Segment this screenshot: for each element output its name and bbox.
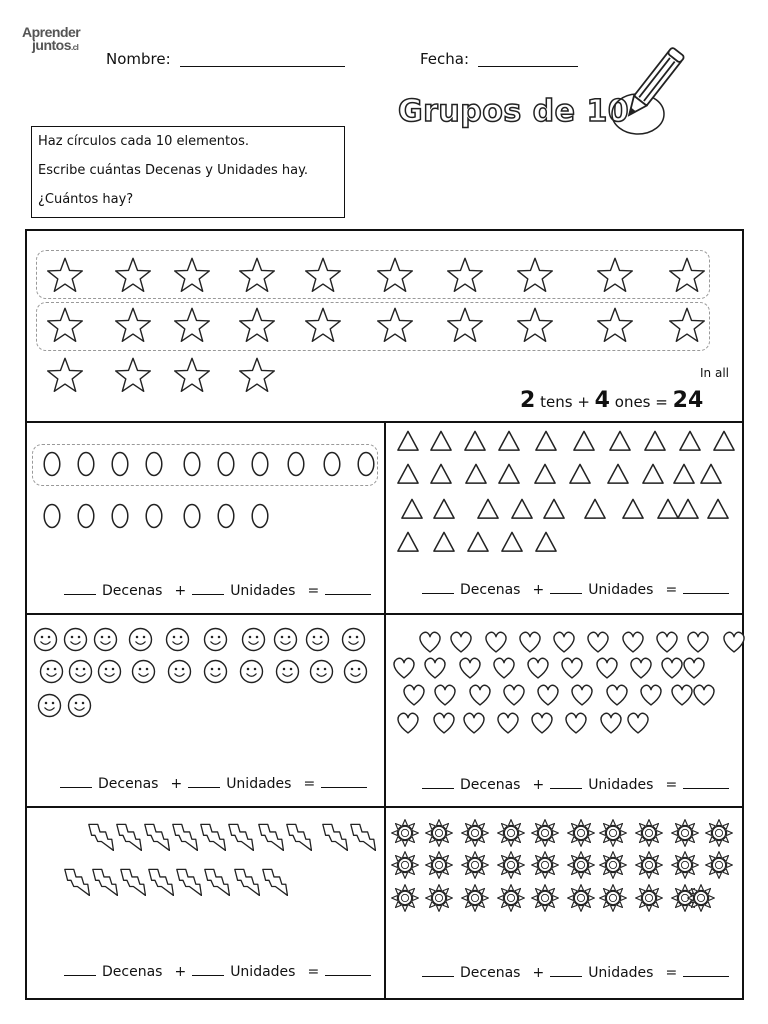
sun-icon [531, 819, 559, 847]
sun-icon [391, 884, 419, 912]
unidades-blank[interactable] [550, 778, 582, 789]
star-icon [596, 256, 634, 294]
total-value: 24 [672, 388, 704, 413]
sun-icon [671, 851, 699, 879]
star-icon [114, 356, 152, 394]
heart-icon [432, 682, 458, 708]
heart-icon [691, 682, 717, 708]
name-label: Nombre: [106, 50, 171, 68]
sun-icon [635, 851, 663, 879]
decenas-label: Decenas [460, 777, 521, 793]
heart-icon [569, 682, 595, 708]
total-blank[interactable] [325, 584, 371, 595]
lightning-icon [320, 823, 348, 851]
heart-icon [483, 629, 509, 655]
sun-icon [531, 884, 559, 912]
lightning-icon [198, 823, 226, 851]
sun-icon [391, 851, 419, 879]
date-field[interactable] [478, 66, 578, 67]
oval-icon [283, 451, 309, 477]
heart-icon [401, 682, 427, 708]
decenas-blank[interactable] [422, 778, 454, 789]
decenas-label: Decenas [460, 582, 521, 598]
decenas-label: Decenas [102, 964, 163, 980]
tens-label: tens [540, 393, 573, 411]
heart-icon [598, 710, 624, 736]
heart-icon [551, 629, 577, 655]
plus-sign: + [174, 583, 187, 599]
unidades-label: Unidades [230, 964, 296, 980]
lightning-icon [260, 868, 288, 896]
oval-icon [73, 451, 99, 477]
sun-icon [567, 851, 595, 879]
instruction-3: ¿Cuántos hay? [38, 192, 134, 207]
smiley-icon [68, 659, 93, 684]
lightning-icon [174, 868, 202, 896]
oval-icon [247, 451, 273, 477]
decenas-label: Decenas [460, 965, 521, 981]
sun-icon [635, 884, 663, 912]
smiley-icon [167, 659, 192, 684]
title-text: Grupos de [398, 94, 576, 129]
lightning-icon [170, 823, 198, 851]
oval-icon [141, 451, 167, 477]
heart-icon [620, 629, 646, 655]
lightning-icon [62, 868, 90, 896]
unidades-label: Unidades [226, 776, 292, 792]
sun-icon [599, 884, 627, 912]
triangle-icon [676, 497, 700, 521]
smiley-icon [67, 693, 92, 718]
plus-sign: + [174, 964, 187, 980]
star-icon [114, 256, 152, 294]
oval-icon [39, 451, 65, 477]
oval-icon [247, 503, 273, 529]
star-icon [114, 306, 152, 344]
plus-sign: + [577, 393, 590, 411]
equals-sign: = [307, 964, 320, 980]
heart-icon [417, 629, 443, 655]
heart-icon [654, 629, 680, 655]
unidades-label: Unidades [588, 777, 654, 793]
triangle-icon [429, 429, 453, 453]
instructions-box [31, 126, 345, 218]
logo [22, 26, 112, 60]
answer-row [422, 965, 729, 981]
equals-sign: = [665, 582, 678, 598]
heart-icon [535, 682, 561, 708]
sun-icon [599, 851, 627, 879]
heart-icon [625, 710, 651, 736]
triangle-icon [396, 530, 420, 554]
star-icon [238, 306, 276, 344]
unidades-blank[interactable] [192, 965, 224, 976]
answer-row [422, 777, 729, 793]
decenas-blank[interactable] [60, 777, 92, 788]
total-blank[interactable] [325, 965, 371, 976]
heart-icon [495, 710, 521, 736]
heart-icon [501, 682, 527, 708]
logo-suffix: .cl [71, 43, 79, 52]
sun-icon [635, 819, 663, 847]
pencil-icon [604, 46, 688, 146]
lightning-icon [256, 823, 284, 851]
star-icon [238, 356, 276, 394]
sun-icon [461, 884, 489, 912]
oval-icon [179, 503, 205, 529]
smiley-icon [239, 659, 264, 684]
unidades-label: Unidades [588, 582, 654, 598]
triangle-icon [432, 497, 456, 521]
heart-icon [638, 682, 664, 708]
sun-icon [425, 884, 453, 912]
answer-row [422, 582, 729, 598]
triangle-icon [534, 429, 558, 453]
triangle-icon [678, 429, 702, 453]
unidades-blank[interactable] [192, 584, 224, 595]
star-icon [173, 306, 211, 344]
lightning-icon [142, 823, 170, 851]
oval-icon [107, 503, 133, 529]
triangle-icon [643, 429, 667, 453]
decenas-blank[interactable] [422, 966, 454, 977]
triangle-icon [476, 497, 500, 521]
star-icon [304, 256, 342, 294]
heart-icon [391, 655, 417, 681]
oval-icon [73, 503, 99, 529]
triangle-icon [500, 530, 524, 554]
decenas-label: Decenas [98, 776, 159, 792]
sun-icon [461, 819, 489, 847]
name-field[interactable] [180, 66, 345, 67]
sun-icon [671, 819, 699, 847]
heart-icon [594, 655, 620, 681]
heart-icon [395, 710, 421, 736]
tens-value: 2 [520, 388, 536, 413]
smiley-icon [203, 659, 228, 684]
equals-sign: = [655, 393, 668, 411]
smiley-icon [203, 627, 228, 652]
triangle-icon [396, 429, 420, 453]
unidades-blank[interactable] [550, 583, 582, 594]
oval-icon [179, 451, 205, 477]
smiley-icon [131, 659, 156, 684]
oval-icon [353, 451, 379, 477]
sun-icon [425, 819, 453, 847]
sun-icon [705, 819, 733, 847]
lightning-icon [348, 823, 376, 851]
decenas-label: Decenas [102, 583, 163, 599]
triangle-icon [497, 462, 521, 486]
lightning-icon [284, 823, 312, 851]
equals-sign: = [665, 777, 678, 793]
smiley-icon [309, 659, 334, 684]
plus-sign: + [532, 965, 545, 981]
answer-row [64, 964, 371, 980]
sun-icon [497, 884, 525, 912]
triangle-icon [568, 462, 592, 486]
answer-row [64, 583, 371, 599]
oval-icon [141, 503, 167, 529]
total-blank[interactable] [683, 583, 729, 594]
triangle-icon [542, 497, 566, 521]
star-icon [46, 356, 84, 394]
star-icon [668, 306, 706, 344]
star-icon [173, 256, 211, 294]
star-icon [516, 306, 554, 344]
heart-icon [431, 710, 457, 736]
star-icon [304, 306, 342, 344]
in-all-label: In all [700, 366, 729, 380]
example-answer [520, 388, 703, 413]
equals-sign: = [307, 583, 320, 599]
heart-icon [585, 629, 611, 655]
smiley-icon [341, 627, 366, 652]
title-number: 10 [586, 94, 630, 129]
instruction-1: Haz círculos cada 10 elementos. [38, 134, 249, 149]
sun-icon [567, 884, 595, 912]
smiley-icon [37, 693, 62, 718]
equals-sign: = [303, 776, 316, 792]
heart-icon [559, 655, 585, 681]
total-blank[interactable] [683, 966, 729, 977]
lightning-icon [232, 868, 260, 896]
unidades-label: Unidades [230, 583, 296, 599]
ones-value: 4 [594, 388, 610, 413]
instruction-2: Escribe cuántas Decenas y Unidades hay. [38, 163, 309, 178]
lightning-icon [202, 868, 230, 896]
sun-icon [531, 851, 559, 879]
triangle-icon [534, 530, 558, 554]
sun-icon [497, 819, 525, 847]
smiley-icon [33, 627, 58, 652]
oval-icon [39, 503, 65, 529]
oval-icon [319, 451, 345, 477]
oval-icon [213, 451, 239, 477]
decenas-blank[interactable] [422, 583, 454, 594]
heart-icon [685, 629, 711, 655]
page-title [398, 94, 629, 129]
ones-label: ones [614, 393, 651, 411]
unidades-label: Unidades [588, 965, 654, 981]
plus-sign: + [532, 777, 545, 793]
triangle-icon [583, 497, 607, 521]
heart-icon [467, 682, 493, 708]
triangle-icon [641, 462, 665, 486]
triangle-icon [400, 497, 424, 521]
sun-icon [687, 884, 715, 912]
star-icon [668, 256, 706, 294]
sun-icon [425, 851, 453, 879]
lightning-icon [146, 868, 174, 896]
lightning-icon [90, 868, 118, 896]
triangle-icon [396, 462, 420, 486]
sun-icon [461, 851, 489, 879]
date-label: Fecha: [420, 50, 470, 68]
unidades-blank[interactable] [550, 966, 582, 977]
star-icon [46, 256, 84, 294]
triangle-icon [497, 429, 521, 453]
star-icon [238, 256, 276, 294]
smiley-icon [63, 627, 88, 652]
answer-row [60, 776, 367, 792]
heart-icon [517, 629, 543, 655]
star-icon [173, 356, 211, 394]
heart-icon [422, 655, 448, 681]
triangle-icon [572, 429, 596, 453]
smiley-icon [39, 659, 64, 684]
logo-line2: juntos [32, 37, 71, 53]
decenas-blank[interactable] [64, 965, 96, 976]
smiley-icon [275, 659, 300, 684]
triangle-icon [432, 530, 456, 554]
smiley-icon [305, 627, 330, 652]
plus-sign: + [532, 582, 545, 598]
sun-icon [599, 819, 627, 847]
lightning-icon [86, 823, 114, 851]
star-icon [446, 256, 484, 294]
triangle-icon [608, 429, 632, 453]
smiley-icon [165, 627, 190, 652]
lightning-icon [114, 823, 142, 851]
logo-line1: Aprender [22, 24, 81, 40]
smiley-icon [343, 659, 368, 684]
decenas-blank[interactable] [64, 584, 96, 595]
plus-sign: + [170, 776, 183, 792]
heart-icon [491, 655, 517, 681]
star-icon [446, 306, 484, 344]
sun-icon [567, 819, 595, 847]
star-icon [46, 306, 84, 344]
triangle-icon [510, 497, 534, 521]
star-icon [516, 256, 554, 294]
triangle-icon [533, 462, 557, 486]
triangle-icon [672, 462, 696, 486]
star-icon [376, 306, 414, 344]
triangle-icon [621, 497, 645, 521]
triangle-icon [464, 462, 488, 486]
heart-icon [563, 710, 589, 736]
heart-icon [721, 629, 747, 655]
heart-icon [457, 655, 483, 681]
smiley-icon [93, 627, 118, 652]
triangle-icon [712, 429, 736, 453]
sun-icon [497, 851, 525, 879]
heart-icon [525, 655, 551, 681]
sun-icon [391, 819, 419, 847]
oval-icon [107, 451, 133, 477]
total-blank[interactable] [321, 777, 367, 788]
smiley-icon [273, 627, 298, 652]
triangle-icon [429, 462, 453, 486]
star-icon [596, 306, 634, 344]
lightning-icon [226, 823, 254, 851]
sun-icon [705, 851, 733, 879]
triangle-icon [699, 462, 723, 486]
star-icon [376, 256, 414, 294]
heart-icon [681, 655, 707, 681]
lightning-icon [118, 868, 146, 896]
unidades-blank[interactable] [188, 777, 220, 788]
triangle-icon [706, 497, 730, 521]
oval-icon [213, 503, 239, 529]
heart-icon [529, 710, 555, 736]
smiley-icon [241, 627, 266, 652]
triangle-icon [466, 530, 490, 554]
heart-icon [448, 629, 474, 655]
total-blank[interactable] [683, 778, 729, 789]
equals-sign: = [665, 965, 678, 981]
triangle-icon [463, 429, 487, 453]
smiley-icon [97, 659, 122, 684]
heart-icon [604, 682, 630, 708]
heart-icon [628, 655, 654, 681]
divider [384, 421, 386, 1000]
triangle-icon [606, 462, 630, 486]
smiley-icon [128, 627, 153, 652]
heart-icon [461, 710, 487, 736]
